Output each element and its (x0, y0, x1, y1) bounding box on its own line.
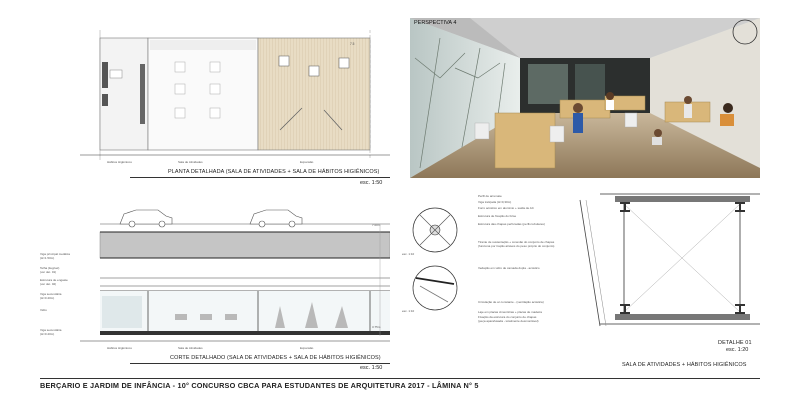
detail-note: Vedação em vidro de camada dupla - acústico (478, 266, 540, 270)
sheet-title: BERÇARIO E JARDIM DE INFÂNCIA - 10° CONCURSO CBCA PARA ESTUDANTES DE ARQUITETURA 2017 - LÂMINA N° 5 (40, 381, 479, 390)
detail-note: Circulação de ar constante - (ventilação acústica) (478, 300, 544, 304)
detail-note: Forro acústico em alumínio + saída de AC (478, 206, 534, 210)
caption-rule (130, 363, 390, 364)
room-label: Expansão (300, 346, 314, 350)
side-label: (ver det. 02) (40, 282, 57, 286)
section-scale: esc. 1:50 (360, 365, 383, 371)
detail-note: Viga treliçada (H=0,30m) (478, 200, 512, 204)
side-label: (H=0.40m) (40, 332, 55, 336)
room-label: Hábitos Higiênicos (107, 160, 132, 164)
dim-bottom: 3.75m (372, 325, 381, 329)
side-label: Vidro (40, 308, 47, 312)
detail-circles-svg (400, 200, 470, 320)
detail-note: Fixação da estrutura do conjunto de chapas (478, 315, 537, 319)
caption-rule (130, 177, 390, 178)
room-label: Sala de Atividades (178, 346, 203, 350)
detail-caption: SALA DE ATIVIDADES + HÁBITOS HIGIÊNICOS (622, 362, 747, 368)
section-caption: CORTE DETALHADO (SALA DE ATIVIDADES + SALA DE HÁBITOS HIGIÊNICOS) (170, 355, 381, 361)
detail-01-svg (560, 186, 760, 346)
section-svg (80, 196, 390, 356)
dim-top: 7.00m (372, 223, 381, 227)
room-number: 7.5 (350, 42, 355, 46)
side-label: Viga principal metálica (40, 252, 70, 256)
side-label: (H=1.50m) (40, 256, 55, 260)
detail-note: Perfil de arremate (478, 194, 502, 198)
detail-title: DETALHE 01 (718, 340, 752, 346)
plan-caption: PLANTA DETALHADA (SALA DE ATIVIDADES + SALA DE HÁBITOS HIGIÊNICOS) (168, 169, 380, 175)
room-label: Expansão (300, 160, 314, 164)
circle-scale-a: esc. 1:10 (402, 252, 415, 256)
detail-note: Estrutura de fixação do brise (478, 214, 517, 218)
detail-note: Estrutura das chapas perfuradas (perfis tubulares) (478, 222, 545, 226)
circle-scale-b: esc. 1:10 (402, 309, 415, 313)
side-label: Telha (ilegível) (40, 266, 60, 270)
detail-note: Tirante de sustentação + conexão do conjunto de chapas (478, 240, 555, 244)
side-label: (ver det. 01) (40, 270, 57, 274)
detail-note: (funciona por tração através do peso próprio do conjunto) (478, 244, 555, 248)
side-label: Viga secundária (40, 292, 62, 296)
side-label: Viga secundária (40, 328, 62, 332)
room-label: Sala de Atividades (178, 160, 203, 164)
detail-note: (peça aparafusada - totalmente desmontável) (478, 319, 539, 323)
plan-scale: esc. 1:50 (360, 180, 383, 186)
perspective-render (410, 18, 760, 178)
side-label: (H=0.40m) (40, 296, 55, 300)
side-label: Estrutura de engaste (40, 278, 68, 282)
perspective-image (410, 18, 760, 178)
footer-rule (40, 378, 760, 379)
detail-scale: esc. 1:20 (726, 347, 749, 353)
room-label: Hábitos Higiênicos (107, 346, 132, 350)
floor-plan-drawing (80, 30, 390, 160)
detail-note: Laje em placas cimentícias + placas de madeira (478, 310, 542, 314)
perspective-label: PERSPECTIVA 4 (414, 20, 457, 26)
